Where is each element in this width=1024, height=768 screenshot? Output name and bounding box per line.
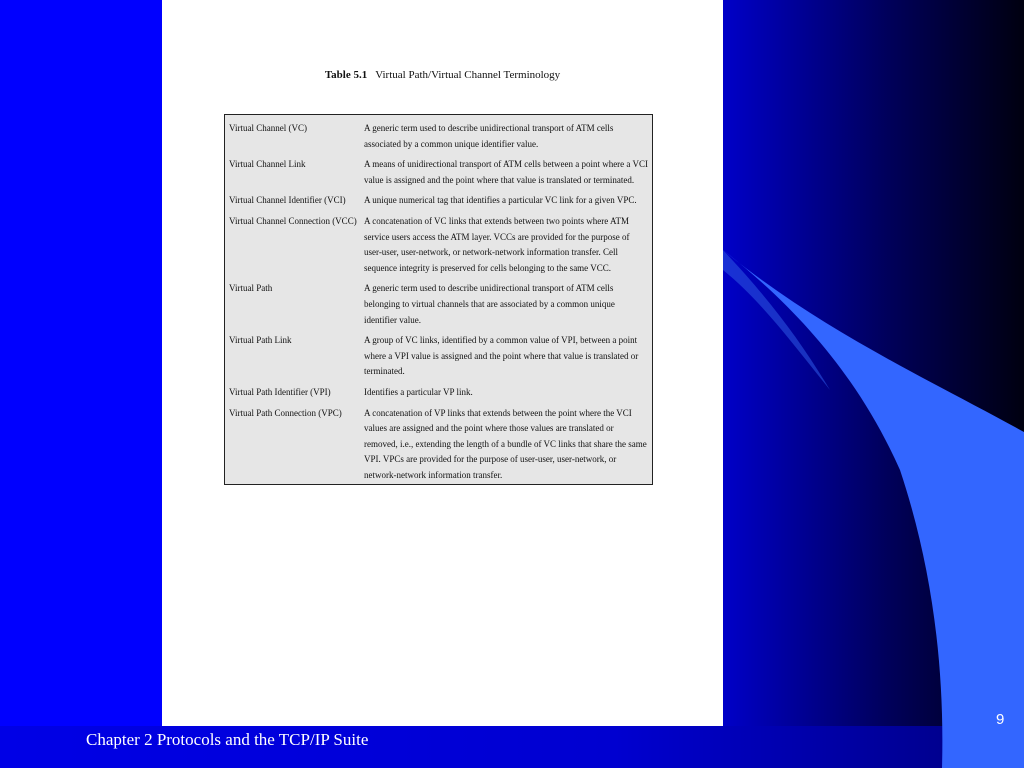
table-row: [225, 214, 653, 281]
term-cell: Virtual Channel (VC): [229, 123, 307, 133]
term-cell: Virtual Channel Link: [229, 159, 306, 170]
table-row: [225, 115, 653, 158]
term-cell: Virtual Path Identifier (VPI): [229, 386, 331, 397]
term-cell: Virtual Channel Connection (VCC): [229, 215, 357, 226]
term-cell: Virtual Path Link: [229, 335, 292, 346]
table-row: [225, 157, 653, 193]
terminology-table-body: [225, 115, 653, 485]
definition-cell: Identifies a particular VP link.: [364, 386, 473, 397]
definition-cell: A means of unidirectional transport of ATM cells between a point where a VCI value is assigned and the point where that value is translated or terminated.: [364, 159, 649, 185]
slide-footer-title: Chapter 2 Protocols and the TCP/IP Suite: [86, 730, 369, 749]
definition-cell: A concatenation of VP links that extends between the point where the VCI values are assigned and the point where those values are translated or removed, i.e., extending the length of a bundle of VC links that share the same VPI. VPCs are provided for the purpose of user-user, user-network, or network-network information transfer.: [364, 407, 647, 480]
table-row: [225, 281, 653, 333]
table-row: [225, 406, 653, 485]
table-title: Virtual Path/Virtual Channel Terminology: [375, 69, 561, 81]
slide-page-number: 9: [996, 711, 1005, 728]
definition-cell: A concatenation of VC links that extends between two points where ATM service users access the ATM layer. VCCs are provided for the purpose of user-user, user-network, or network-network information transfer. Cell sequence integrity is preserved for cells belonging to the same VCC.: [364, 215, 630, 273]
term-cell: Virtual Channel Identifier (VCI): [229, 195, 346, 206]
definition-cell: A group of VC links, identified by a common value of VPI, between a point where a VPI value is assigned and the point where that value is translated or terminated.: [364, 335, 639, 377]
definition-cell: A unique numerical tag that identifies a particular VC link for a given VPC.: [364, 195, 637, 206]
definition-cell: A generic term used to describe unidirectional transport of ATM cells belonging to virtual channels that are associated by a common unique identifier value.: [364, 283, 615, 325]
definition-cell: A generic term used to describe unidirectional transport of ATM cells associated by a common unique identifier value.: [364, 123, 614, 149]
table-row: [225, 333, 653, 385]
term-cell: Virtual Path Connection (VPC): [229, 407, 342, 418]
document-page: [162, 0, 723, 726]
terminology-table: [224, 114, 653, 485]
table-row: [225, 193, 653, 214]
table-label: Table 5.1: [324, 69, 368, 81]
table-caption: [162, 69, 723, 81]
table-row: [225, 385, 653, 406]
term-cell: Virtual Path: [229, 283, 273, 294]
